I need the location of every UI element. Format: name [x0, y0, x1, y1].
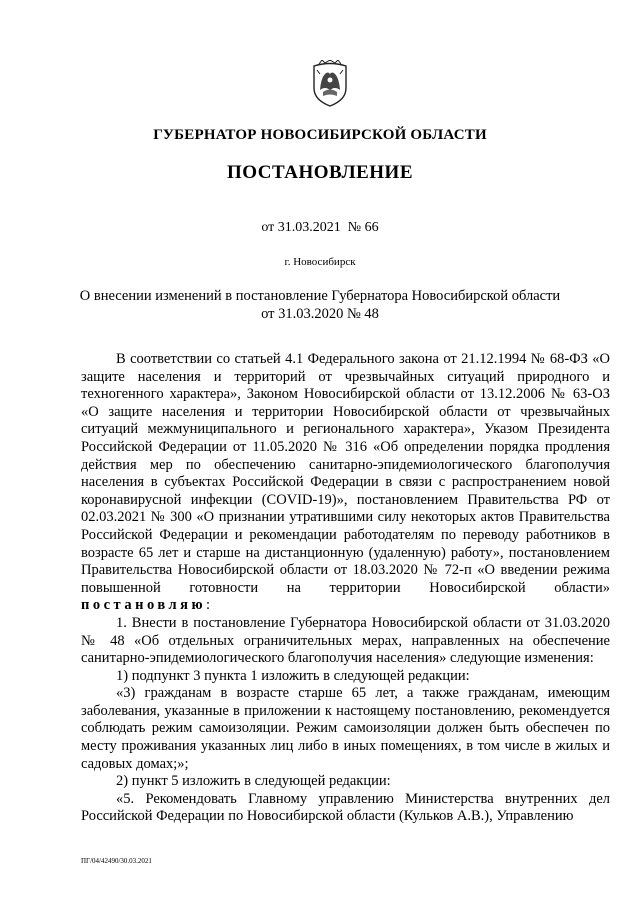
- body-paragraph-2: 1) подпункт 3 пункта 1 изложить в следующей редакции:: [116, 667, 470, 684]
- body-paragraph-preamble: [81, 351, 610, 615]
- subject-line-2: от 31.03.2020 № 48: [261, 306, 379, 322]
- document-date-number: от 31.03.2021 № 66: [261, 220, 379, 235]
- body-paragraph-3: «3) гражданам в возрасте старше 65 лет, а также гражданам, имеющим заболевания, указанные в приложении к настоящему постановлению, рекомендуется соблюдать режим самоизоляции. Режим самоизоляции должен быть обеспечен по месту проживания указанных лиц либо в иных помещениях, в том числе в жилых и садовых домах;»;: [81, 685, 610, 772]
- coat-of-arms-icon: [311, 60, 349, 108]
- document-body: [81, 351, 610, 826]
- governor-title: ГУБЕРНАТОР НОВОСИБИРСКОЙ ОБЛАСТИ: [153, 127, 487, 143]
- resolve-keyword: постановляю: [81, 597, 207, 614]
- document-subject: [0, 287, 640, 323]
- subject-line-1: О внесении изменений в постановление Губернатора Новосибирской области: [79, 288, 561, 304]
- document-footer-code: ПГ/04/42490/30.03.2021: [81, 857, 152, 865]
- body-paragraph-5: «5. Рекомендовать Главному управлению Министерства внутренних дел Российской Федерации по Новосибирской области (Кульков А.В.), Управлению: [81, 790, 610, 825]
- document-type-heading: ПОСТАНОВЛЕНИЕ: [226, 162, 414, 183]
- document-city: г. Новосибирск: [284, 256, 356, 268]
- preamble-colon: :: [206, 597, 211, 614]
- body-paragraph-4: 2) пункт 5 изложить в следующей редакции:: [116, 773, 391, 790]
- preamble-text: В соответствии со статьей 4.1 Федерального закона от 21.12.1994 № 68-ФЗ «О защите населения и территорий от чрезвычайных ситуаций природного и техногенного характера», Законом Новосибирской области от 13.12.2006 № 63-ОЗ «О защите населения и территории Новосибирской области от чрезвычайных ситуаций межмуниципального и регионального характера», Указом Президента Российской Федерации от 11.05.2020 № 316 «Об определении порядка продления действия мер по обеспечению санитарно-эпидемиологического благополучия населения в субъектах Российской Федерации в связи с распространением новой коронавирусной инфекции (COVID-19)», постановлением Правительства РФ от 02.03.2021 № 300 «О признании утратившими силу некоторых актов Правительства Российской Федерации и рекомендации работодателям по переводу работников в возрасте 65 лет и старше на дистанционную (удаленную) работу», постановлением Правительства Новосибирской области от 18.03.2020 № 72-п «О введении режима повышенной готовности на территории Новосибирской области»: [81, 351, 610, 596]
- body-paragraph-1: 1. Внести в постановление Губернатора Новосибирской области от 31.03.2020 № 48 «Об отдельных ограничительных мерах, направленных на обеспечение санитарно-эпидемиологического благополучия населения» следующие изменения:: [81, 614, 610, 667]
